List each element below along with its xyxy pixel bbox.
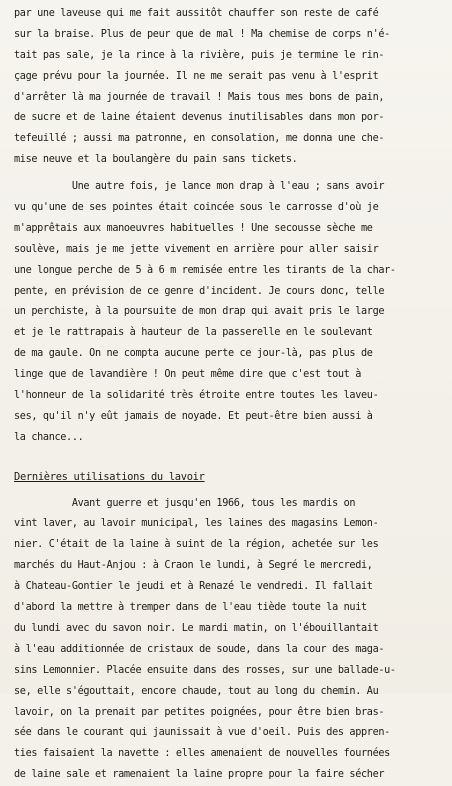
text-line: çage prévu pour la journée. Il ne me serait pas venu à l'esprit: [14, 70, 379, 82]
text-line: se, elle s'égouttait, encore chaude, tout au long du chemin. Au: [14, 685, 379, 697]
section-heading: Dernières utilisations du lavoir: [14, 470, 205, 483]
text-line: et je le rattrapais à hauteur de la passerelle en le soulevant: [14, 327, 373, 339]
text-line: m'apprêtais aux manoeuvres habituelles ! Une secousse sèche me: [14, 222, 373, 234]
text-line: lavoir, on la prenait par petites poignées, pour être bien bras-: [14, 706, 385, 718]
text-line: mise neuve et la boulangère du pain sans tickets.: [14, 154, 298, 166]
text-line: soulève, mais je me jette vivement en arrière pour aller saisir: [14, 243, 379, 255]
text-line: du lundi avec du savon noir. Le mardi matin, on l'ébouillantait: [14, 622, 379, 634]
text-line: la chance...: [14, 431, 84, 443]
text-line: l'honneur de la solidarité très étroite entre toutes les laveu-: [14, 390, 379, 402]
text-line: tefeuillé ; aussi ma patronne, en consolation, me donna une che-: [14, 133, 385, 145]
text-line: à l'eau additionnée de cristaux de soude, dans la cour des maga-: [14, 643, 385, 655]
text-line: ses, qu'il n'y eût jamais de noyade. Et peut-être bien aussi à: [14, 410, 373, 422]
paragraph-2: [14, 177, 438, 449]
text-line: Avant guerre et jusqu'en 1966, tous les mardis on: [14, 497, 356, 509]
text-line: ties faisaient la navette : elles amenaient de nouvelles fournées: [14, 748, 390, 760]
text-line: Une autre fois, je lance mon drap à l'eau ; sans avoir: [14, 181, 385, 193]
text-line: pente, en prévision de ce genre d'incident. Je cours donc, telle: [14, 285, 385, 297]
text-line: marchés du Haut-Anjou : à Craon le lundi, à Segré le mercredi,: [14, 560, 373, 572]
section-spacer: [14, 449, 438, 467]
paragraph-3: [14, 494, 438, 786]
text-line: vu qu'une de ses pointes était coincée sous le carrosse d'où je: [14, 202, 379, 214]
text-line: nier. C'était de la laine à suint de la région, achetée sur les: [14, 539, 379, 551]
text-line: à Chateau-Gontier le jeudi et à Renazé le vendredi. Il fallait: [14, 581, 373, 593]
text-line: d'abord la mettre à tremper dans de l'eau tiède toute la nuit: [14, 602, 367, 614]
text-line: linge que de lavandière ! On peut même dire que c'est tout à: [14, 369, 362, 381]
text-line: tait pas sale, je la rince à la rivière, puis je termine le rin-: [14, 49, 385, 61]
text-line: par une laveuse qui me fait aussitôt chauffer son reste de café: [14, 8, 379, 19]
text-line: sée dans le courant qui jaunissait à vue d'oeil. Puis des appren-: [14, 727, 390, 739]
text-line: vint laver, au lavoir municipal, les laines des magasins Lemon-: [14, 518, 379, 530]
text-line: sins Lemonnier. Placée ensuite dans des rosses, sur une ballade-u-: [14, 664, 396, 676]
paragraph-1: [14, 4, 438, 171]
text-line: sur la braise. Plus de peur que de mal ! Ma chemise de corps n'é-: [14, 28, 390, 40]
text-line: d'arrêter là ma journée de travail ! Mais tous mes bons de pain,: [14, 91, 385, 103]
text-line: une longue perche de 5 à 6 m remisée entre les tirants de la char-: [14, 264, 396, 276]
text-line: de ma gaule. On ne compta aucune perte ce jour-là, pas plus de: [14, 348, 373, 360]
text-line: de laine sale et ramenaient la laine propre pour la faire sécher: [14, 769, 385, 781]
text-line: de sucre et de laine étaient devenus inutilisables dans mon por-: [14, 112, 385, 124]
text-line: un perchiste, à la poursuite de mon drap qui avait pris le large: [14, 306, 385, 318]
